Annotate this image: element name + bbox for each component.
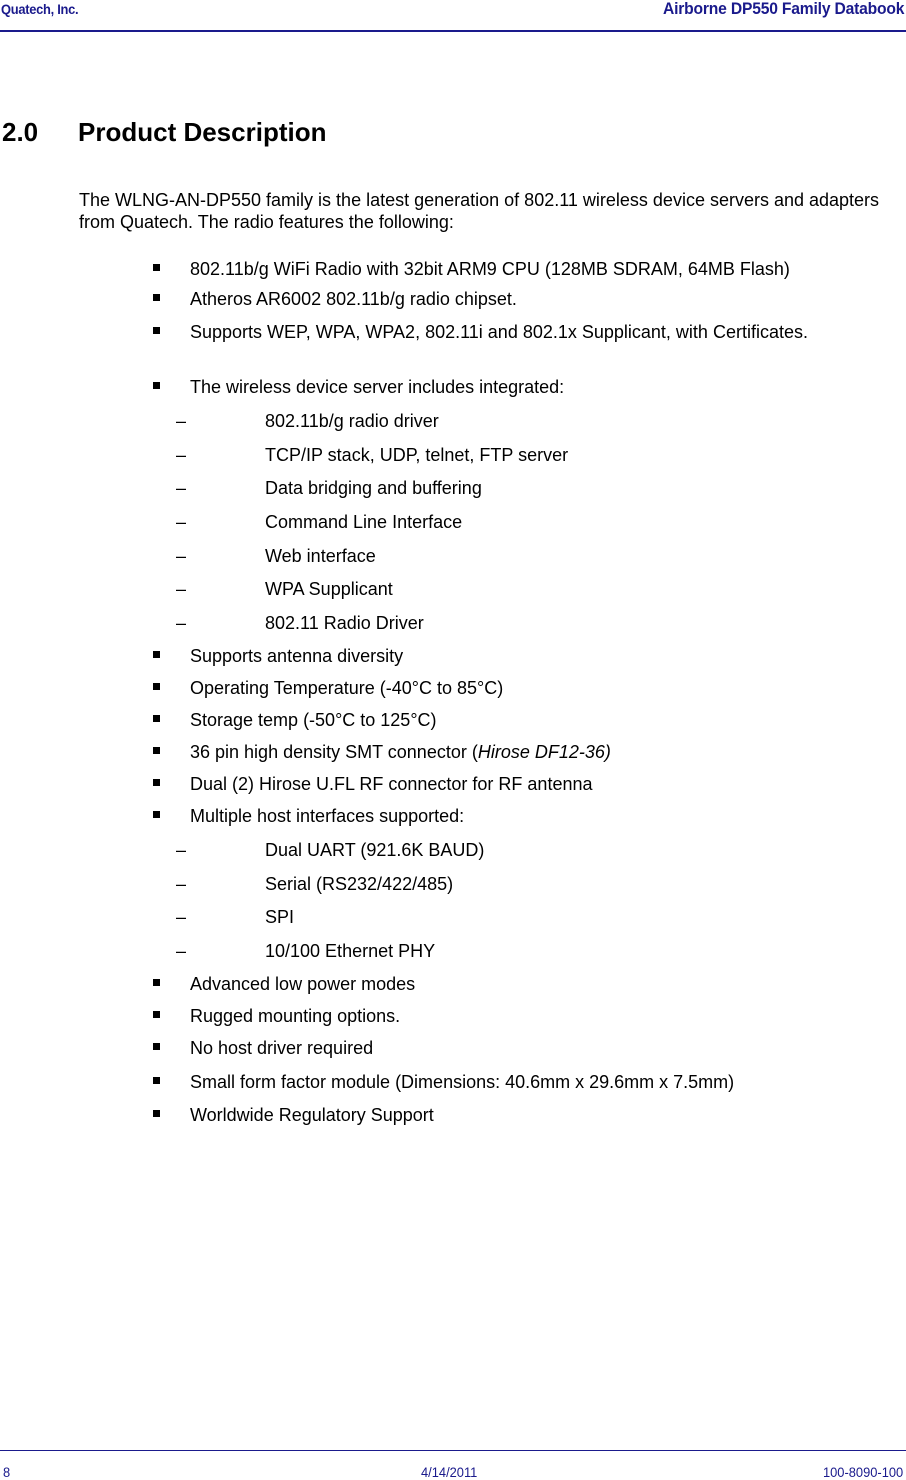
bullet-icon [153,715,160,722]
header-doc-title: Airborne DP550 Family Databook [662,0,904,18]
bullet-icon [153,683,160,690]
dash-icon: – [176,874,187,894]
section-heading [2,117,326,148]
dash-icon: – [176,941,187,961]
dash-icon: – [176,512,187,532]
section-title: Product Description [78,117,327,147]
bullet-icon [153,1043,160,1050]
dash-icon: – [176,478,187,498]
page-header [0,0,906,32]
bullet-icon [153,811,160,818]
bullet-icon [153,747,160,754]
bullet-icon [153,1077,160,1084]
bullet-icon [153,651,160,658]
page-footer [0,1450,906,1480]
connector-part-number: Hirose DF12-36) [477,742,611,762]
bullet-icon [153,1110,160,1117]
section-number: 2.0 [2,117,39,147]
bullet-icon [153,382,160,389]
dash-icon: – [176,613,187,633]
dash-icon: – [176,907,187,927]
dash-icon: – [176,411,187,431]
bullet-icon [153,979,160,986]
page-number: 8 [3,1464,11,1480]
bullet-icon [153,1011,160,1018]
bullet-icon [153,779,160,786]
footer-doc-number: 100-8090-100 [822,1464,903,1480]
bullet-icon [153,294,160,301]
intro-paragraph: The WLNG-AN-DP550 family is the latest generation of 802.11 wireless device servers and adapters from Quatech. The radio features the following: [79,190,880,232]
dash-icon: – [176,445,187,465]
header-company: Quatech, Inc. [1,1,79,17]
dash-icon: – [176,840,187,860]
dash-icon: – [176,546,187,566]
bullet-icon [153,264,160,271]
bullet-icon [153,327,160,334]
footer-date: 4/14/2011 [421,1464,478,1480]
dash-icon: – [176,579,187,599]
